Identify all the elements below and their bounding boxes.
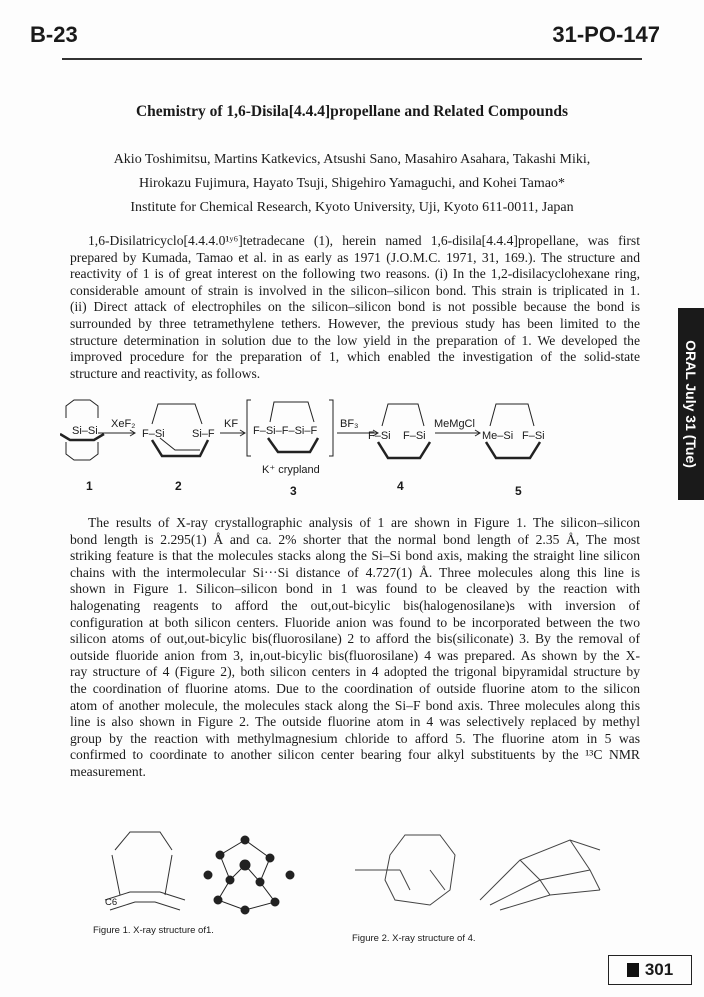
text-line: confirmed to coordinate to another silicon center bearing four alkyl substituents by the ¹³C NMR [70,747,640,763]
text-line: halogenating reagents to afford the out,out-bicylic bis(halogenosilane)s with inversion of [70,597,640,613]
text-line: shown in Figure 1. Silicon–silicon bond in 1 was found to be cleaved by the reaction with [70,581,640,597]
text-line: chains with the intermolecular Si···Si distance of 4.727(1) Å. Three molecules along this line is [70,564,640,580]
compound-number: 4 [397,479,404,493]
label-fsi-3: F–Si–F–Si–F [253,425,318,437]
label-fsi-5: F–Si [522,430,545,442]
text-line: the coordination of fluorine atoms. Due to the coordination of outside fluorine atom to the silicon [70,680,640,696]
authors-line-2: Hirokazu Fujimura, Hayato Tsuji, Shigehiro Yamaguchi, and Kohei Tamao* [138,176,565,191]
paper-title: Chemistry of 1,6-Disila[4.4.4]propellane and Related Compounds [135,103,568,120]
square-marker-icon [627,963,639,977]
text-line: striking feature is that the molecules stacks along the Si–Si bond axis, making the straight line silicon [70,548,640,564]
paragraph-results [70,515,640,781]
figure-1-caption: Figure 1. X-ray structure of1. [93,925,214,936]
text-line: prepared by Kumada, Tamao et al. in as early as 1971 (J.O.M.C. 1971, 31, 169.). The structure and [70,249,640,265]
text-line: surrounded by three tetramethylene tethers. However, the previous study has been limited to the [70,315,640,331]
text-line: considerable amount of strain is involved in the silicon–silicon bond. This strain is triplicated in 1. [70,282,640,298]
paper-code: 31-PO-147 [552,22,660,47]
label-si-si: Si–Si [72,425,98,437]
text-line: line is also shown in Figure 2. The outside fluorine atom in 4 was selectively replaced by methyl [70,714,640,730]
text-line: structure and reactivity, as follows. [70,365,261,381]
text-line: measurement. [70,763,146,779]
label-fsi-4b: F–Si [403,430,426,442]
figure-1-atom-label: C6 [105,897,118,908]
text-line: silicon atoms of out,out-bicylic bis(fluorosilane) 2 to afford the bis(siliconate) 3. By the removal of [70,631,640,647]
counterion-label: K⁺ crypland [262,464,320,476]
text-line: (ii) Direct attack of electrophiles on the silicon–silicon bond is not possible because the bond is [70,299,640,315]
authors-line-1: Akio Toshimitsu, Martins Katkevics, Atsushi Sano, Masahiro Asahara, Takashi Miki, [113,152,591,167]
affiliation: Institute for Chemical Research, Kyoto University, Uji, Kyoto 611-0011, Japan [130,200,574,215]
compound-number: 5 [515,484,522,498]
side-tab-label: ORAL July 31 (Tue) [683,340,699,468]
label-mesi-5: Me–Si [482,430,514,442]
page-number-box [608,955,692,985]
text-line: bond length is 2.295(1) Å and ca. 2% shorter that the normal bond length of 2.35 Å, The most [70,531,640,547]
text-line: ray structure of 4 (Figure 2), both silicon centers in 4 adopted the trigonal bipyramidal structure by [70,664,640,680]
compound-number: 1 [86,479,93,493]
figure-1-images [90,820,300,930]
label-sif-2b: Si–F [192,428,215,440]
text-line: The results of X-ray crystallographic analysis of 1 are shown in Figure 1. The silicon–silicon [88,515,640,530]
label-fsi-4a: F–Si [368,430,391,442]
text-line: reactivity of 1 is of great interest on the following two reasons. (i) In the 1,2-disilacyclohexane ring, [70,266,640,282]
figure-2-images [350,830,610,930]
figure-2-caption: Figure 2. X-ray structure of 4. [352,933,476,944]
compound-number: 3 [290,484,297,498]
reagent-memgcl: MeMgCl [434,418,475,430]
text-line: 1,6-Disilatricyclo[4.4.4.0¹ʸ⁶]tetradecane (1), herein named 1,6-disila[4.4.4]propellane, was first [88,233,640,248]
session-side-tab [678,308,704,500]
text-line: improved procedure for the preparation of 1, which enabled the investigation of the solid-state [70,349,640,365]
paragraph-intro [70,233,640,382]
header-rule [62,58,642,60]
text-line: outside fluoride anion from 3, in,out-bicylic bis(fluorosilane) 4 was prepared. As shown by the X- [70,647,640,663]
session-id: B-23 [30,22,78,47]
reagent-xef2: XeF₂ [111,418,136,430]
page-number: 301 [644,960,674,979]
text-line: atom of another molecule, the molecules stack along the Si–F bond axis. Three molecules along this [70,697,640,713]
label-fsi-2a: F–Si [142,428,165,440]
text-line: structure determination in solution due to the low yield in the preparation of 1. We developed the [70,332,640,348]
compound-number: 2 [175,479,182,493]
text-line: configuration at both silicon centers. Fluoride anion was found to be incorporated between the two [70,614,640,630]
reagent-kf: KF [224,418,239,430]
text-line: group by the reaction with methylmagnesium chloride to afford 5. The fluorine atom in 5 was [70,730,640,746]
reagent-bf3: BF₃ [340,418,359,430]
